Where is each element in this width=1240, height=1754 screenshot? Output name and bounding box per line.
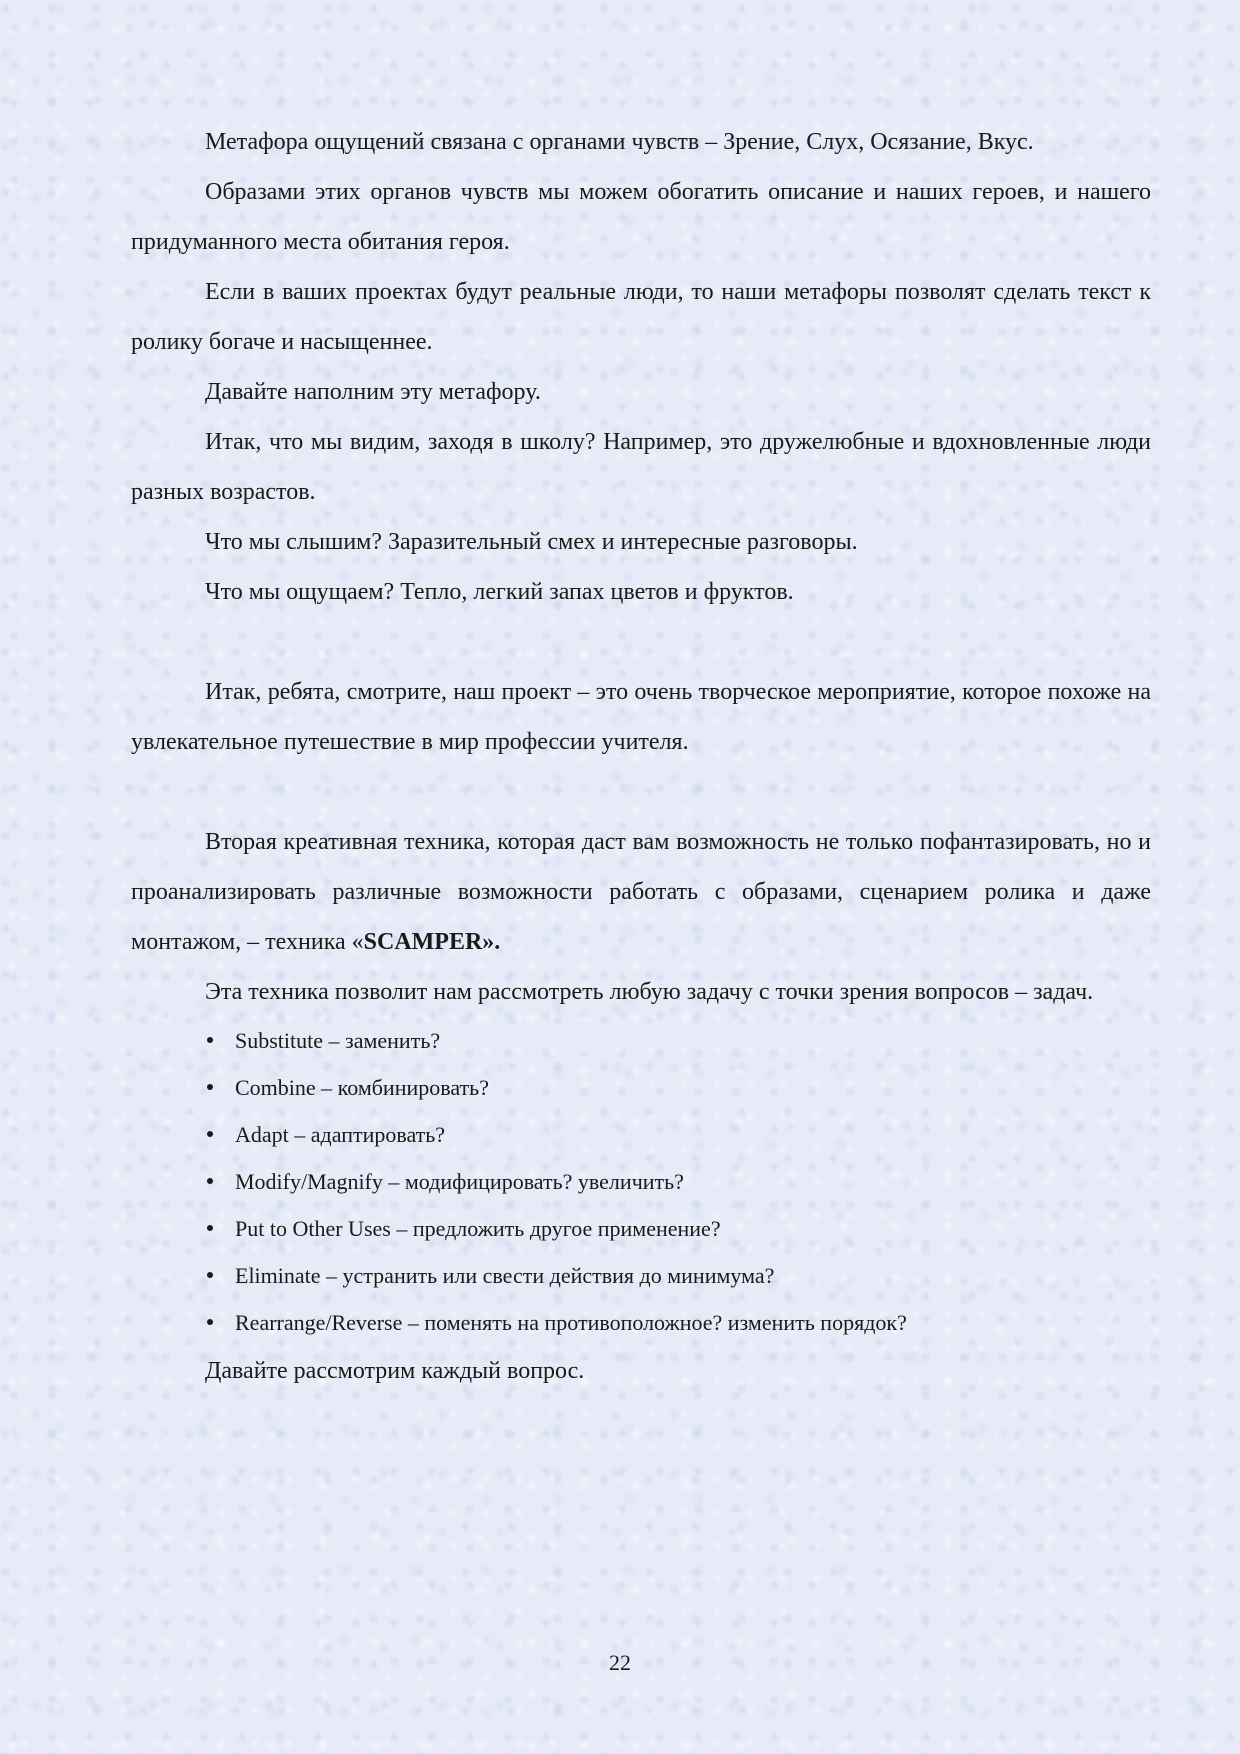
paragraph-journey: Итак, ребята, смотрите, наш проект – это очень творческое мероприятие, которое похоже на увлекательное путешествие в мир профессии учителя. bbox=[131, 679, 1151, 755]
closing-paragraph: Давайте рассмотрим каждый вопрос. bbox=[205, 1358, 585, 1384]
list-item bbox=[131, 1064, 1151, 1111]
list-item-text: Modify/Magnify – модифицировать? увеличить? bbox=[235, 1169, 684, 1194]
scamper-list bbox=[131, 1017, 1151, 1346]
bullet-icon bbox=[207, 1178, 213, 1184]
bullet-icon bbox=[207, 1319, 213, 1325]
list-item bbox=[131, 1299, 1151, 1346]
blank-line bbox=[131, 767, 1151, 817]
paragraph: Что мы слышим? Заразительный смех и интересные разговоры. bbox=[205, 529, 858, 555]
technique-text: Вторая креативная техника, которая даст вам возможность не только пофантазировать, но и проанализировать различные возможности работать с образами, сценарием ролика и даже монтажом, – техника « bbox=[131, 829, 1151, 955]
paragraph: Итак, что мы видим, заходя в школу? Например, это дружелюбные и вдохновленные люди разных возрастов. bbox=[131, 429, 1151, 505]
bullet-icon bbox=[207, 1225, 213, 1231]
page-number: 22 bbox=[609, 1650, 631, 1675]
bullet-icon bbox=[207, 1037, 213, 1043]
bullet-icon bbox=[207, 1131, 213, 1137]
blank-line bbox=[131, 617, 1151, 667]
paragraph: Давайте наполним эту метафору. bbox=[205, 379, 541, 405]
page-content bbox=[131, 117, 1151, 1396]
list-item-text: Rearrange/Reverse – поменять на противоположное? изменить порядок? bbox=[235, 1310, 907, 1335]
list-item-text: Adapt – адаптировать? bbox=[235, 1122, 446, 1147]
list-item-text: Substitute – заменить? bbox=[235, 1028, 441, 1053]
list-item bbox=[131, 1158, 1151, 1205]
bullet-icon bbox=[207, 1084, 213, 1090]
list-item bbox=[131, 1252, 1151, 1299]
list-item bbox=[131, 1205, 1151, 1252]
list-item-text: Put to Other Uses – предложить другое применение? bbox=[235, 1216, 721, 1241]
paragraph-questions: Эта техника позволит нам рассмотреть любую задачу с точки зрения вопросов – задач. bbox=[205, 979, 1094, 1005]
list-item-text: Eliminate – устранить или свести действия до минимума? bbox=[235, 1263, 775, 1288]
paragraph: Образами этих органов чувств мы можем обогатить описание и наших героев, и нашего придуманного места обитания героя. bbox=[131, 179, 1151, 255]
list-item-text: Combine – комбинировать? bbox=[235, 1075, 489, 1100]
paragraph-technique bbox=[131, 817, 1151, 967]
paragraph: Что мы ощущаем? Тепло, легкий запах цветов и фруктов. bbox=[205, 579, 794, 605]
scamper-term: SCAMPER». bbox=[363, 929, 501, 955]
bullet-icon bbox=[207, 1272, 213, 1278]
list-item bbox=[131, 1111, 1151, 1158]
paragraph: Если в ваших проектах будут реальные люди, то наши метафоры позволят сделать текст к ролику богаче и насыщеннее. bbox=[131, 279, 1151, 355]
paragraph: Метафора ощущений связана с органами чувств – Зрение, Слух, Осязание, Вкус. bbox=[205, 129, 1034, 155]
list-item bbox=[131, 1017, 1151, 1064]
